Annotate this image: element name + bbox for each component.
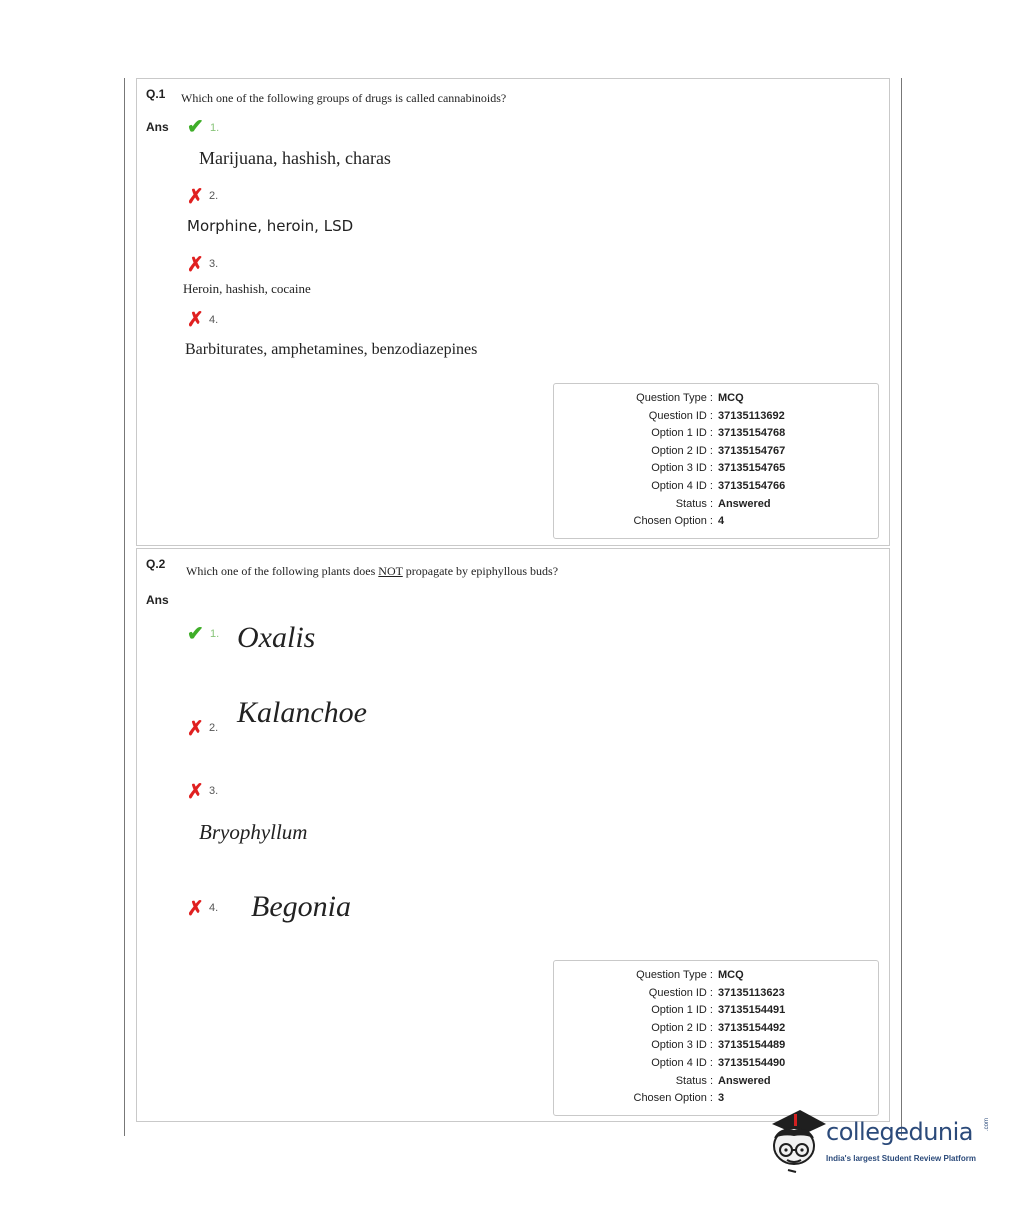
info-row-option-2-id: Option 2 ID : 37135154767 — [651, 444, 786, 457]
option-number: 1. — [210, 628, 220, 640]
question-number: Q.1 — [146, 87, 166, 101]
question-number: Q.2 — [146, 557, 166, 571]
option-number: 4. — [209, 314, 219, 326]
info-row-option-4-id: Option 4 ID : 37135154766 — [651, 480, 786, 492]
collegedunia-logo — [766, 1104, 996, 1174]
option-number: 4. — [209, 902, 219, 914]
option-number: 2. — [209, 722, 219, 734]
question-info-box — [553, 960, 879, 1116]
check-icon: ✔ — [187, 623, 204, 645]
cross-icon: ✗ — [187, 781, 204, 803]
info-row-option-4-id: Option 4 ID : 37135154490 — [651, 1057, 786, 1069]
info-row-option-3-id: Option 3 ID : 37135154489 — [651, 1039, 786, 1052]
question-text: Which one of the following groups of drugs is called cannabinoids? — [181, 91, 507, 105]
option-text: Oxalis — [237, 621, 316, 654]
logo-domain-suffix: .com — [984, 1117, 990, 1131]
logo-wordmark: collegedunia — [826, 1118, 974, 1146]
question-text: Which one of the following plants does NOT propagate by epiphyllous buds? — [186, 564, 559, 578]
cross-icon: ✗ — [187, 186, 204, 208]
option-text: Morphine, heroin, LSD — [187, 217, 354, 235]
option-number: 1. — [210, 122, 220, 134]
option-number: 3. — [209, 258, 219, 270]
info-row-status: Status : Answered — [675, 497, 771, 510]
option-text: Barbiturates, amphetamines, benzodiazepines — [185, 341, 478, 358]
info-row-chosen-option: Chosen Option : 4 — [633, 515, 725, 528]
info-row-status: Status : Answered — [675, 1074, 771, 1087]
mascot-icon — [766, 1104, 826, 1174]
option-text: Begonia — [251, 890, 351, 923]
question-1-panel — [136, 78, 890, 546]
info-row-question-id: Question ID : 37135113623 — [648, 986, 785, 999]
info-row-question-type: Question Type : MCQ — [636, 392, 744, 404]
info-row-option-1-id: Option 1 ID : 37135154491 — [651, 1004, 786, 1017]
option-text: Marijuana, hashish, charas — [199, 148, 391, 168]
info-row-question-type: Question Type : MCQ — [636, 969, 744, 981]
info-row-chosen-option: Chosen Option : 3 — [633, 1092, 725, 1105]
question-info-box — [553, 383, 879, 539]
option-text: Kalanchoe — [237, 696, 367, 729]
cross-icon: ✗ — [187, 309, 204, 331]
ans-label: Ans — [146, 120, 169, 134]
option-text: Bryophyllum — [199, 820, 308, 844]
info-row-option-2-id: Option 2 ID : 37135154492 — [651, 1021, 786, 1034]
info-row-question-id: Question ID : 37135113692 — [648, 409, 785, 422]
option-number: 3. — [209, 785, 219, 797]
page-frame-right — [901, 78, 902, 1136]
info-row-option-3-id: Option 3 ID : 37135154765 — [651, 462, 786, 475]
question-2-panel — [136, 548, 890, 1122]
logo-tagline: India's largest Student Review Platform — [826, 1154, 976, 1163]
info-row-option-1-id: Option 1 ID : 37135154768 — [651, 427, 786, 440]
cross-icon: ✗ — [187, 718, 204, 740]
check-icon: ✔ — [187, 116, 204, 138]
option-number: 2. — [209, 190, 219, 202]
cross-icon: ✗ — [187, 898, 204, 920]
page-frame-left — [124, 78, 125, 1136]
cross-icon: ✗ — [187, 254, 204, 276]
option-text: Heroin, hashish, cocaine — [183, 281, 311, 296]
ans-label: Ans — [146, 593, 169, 607]
